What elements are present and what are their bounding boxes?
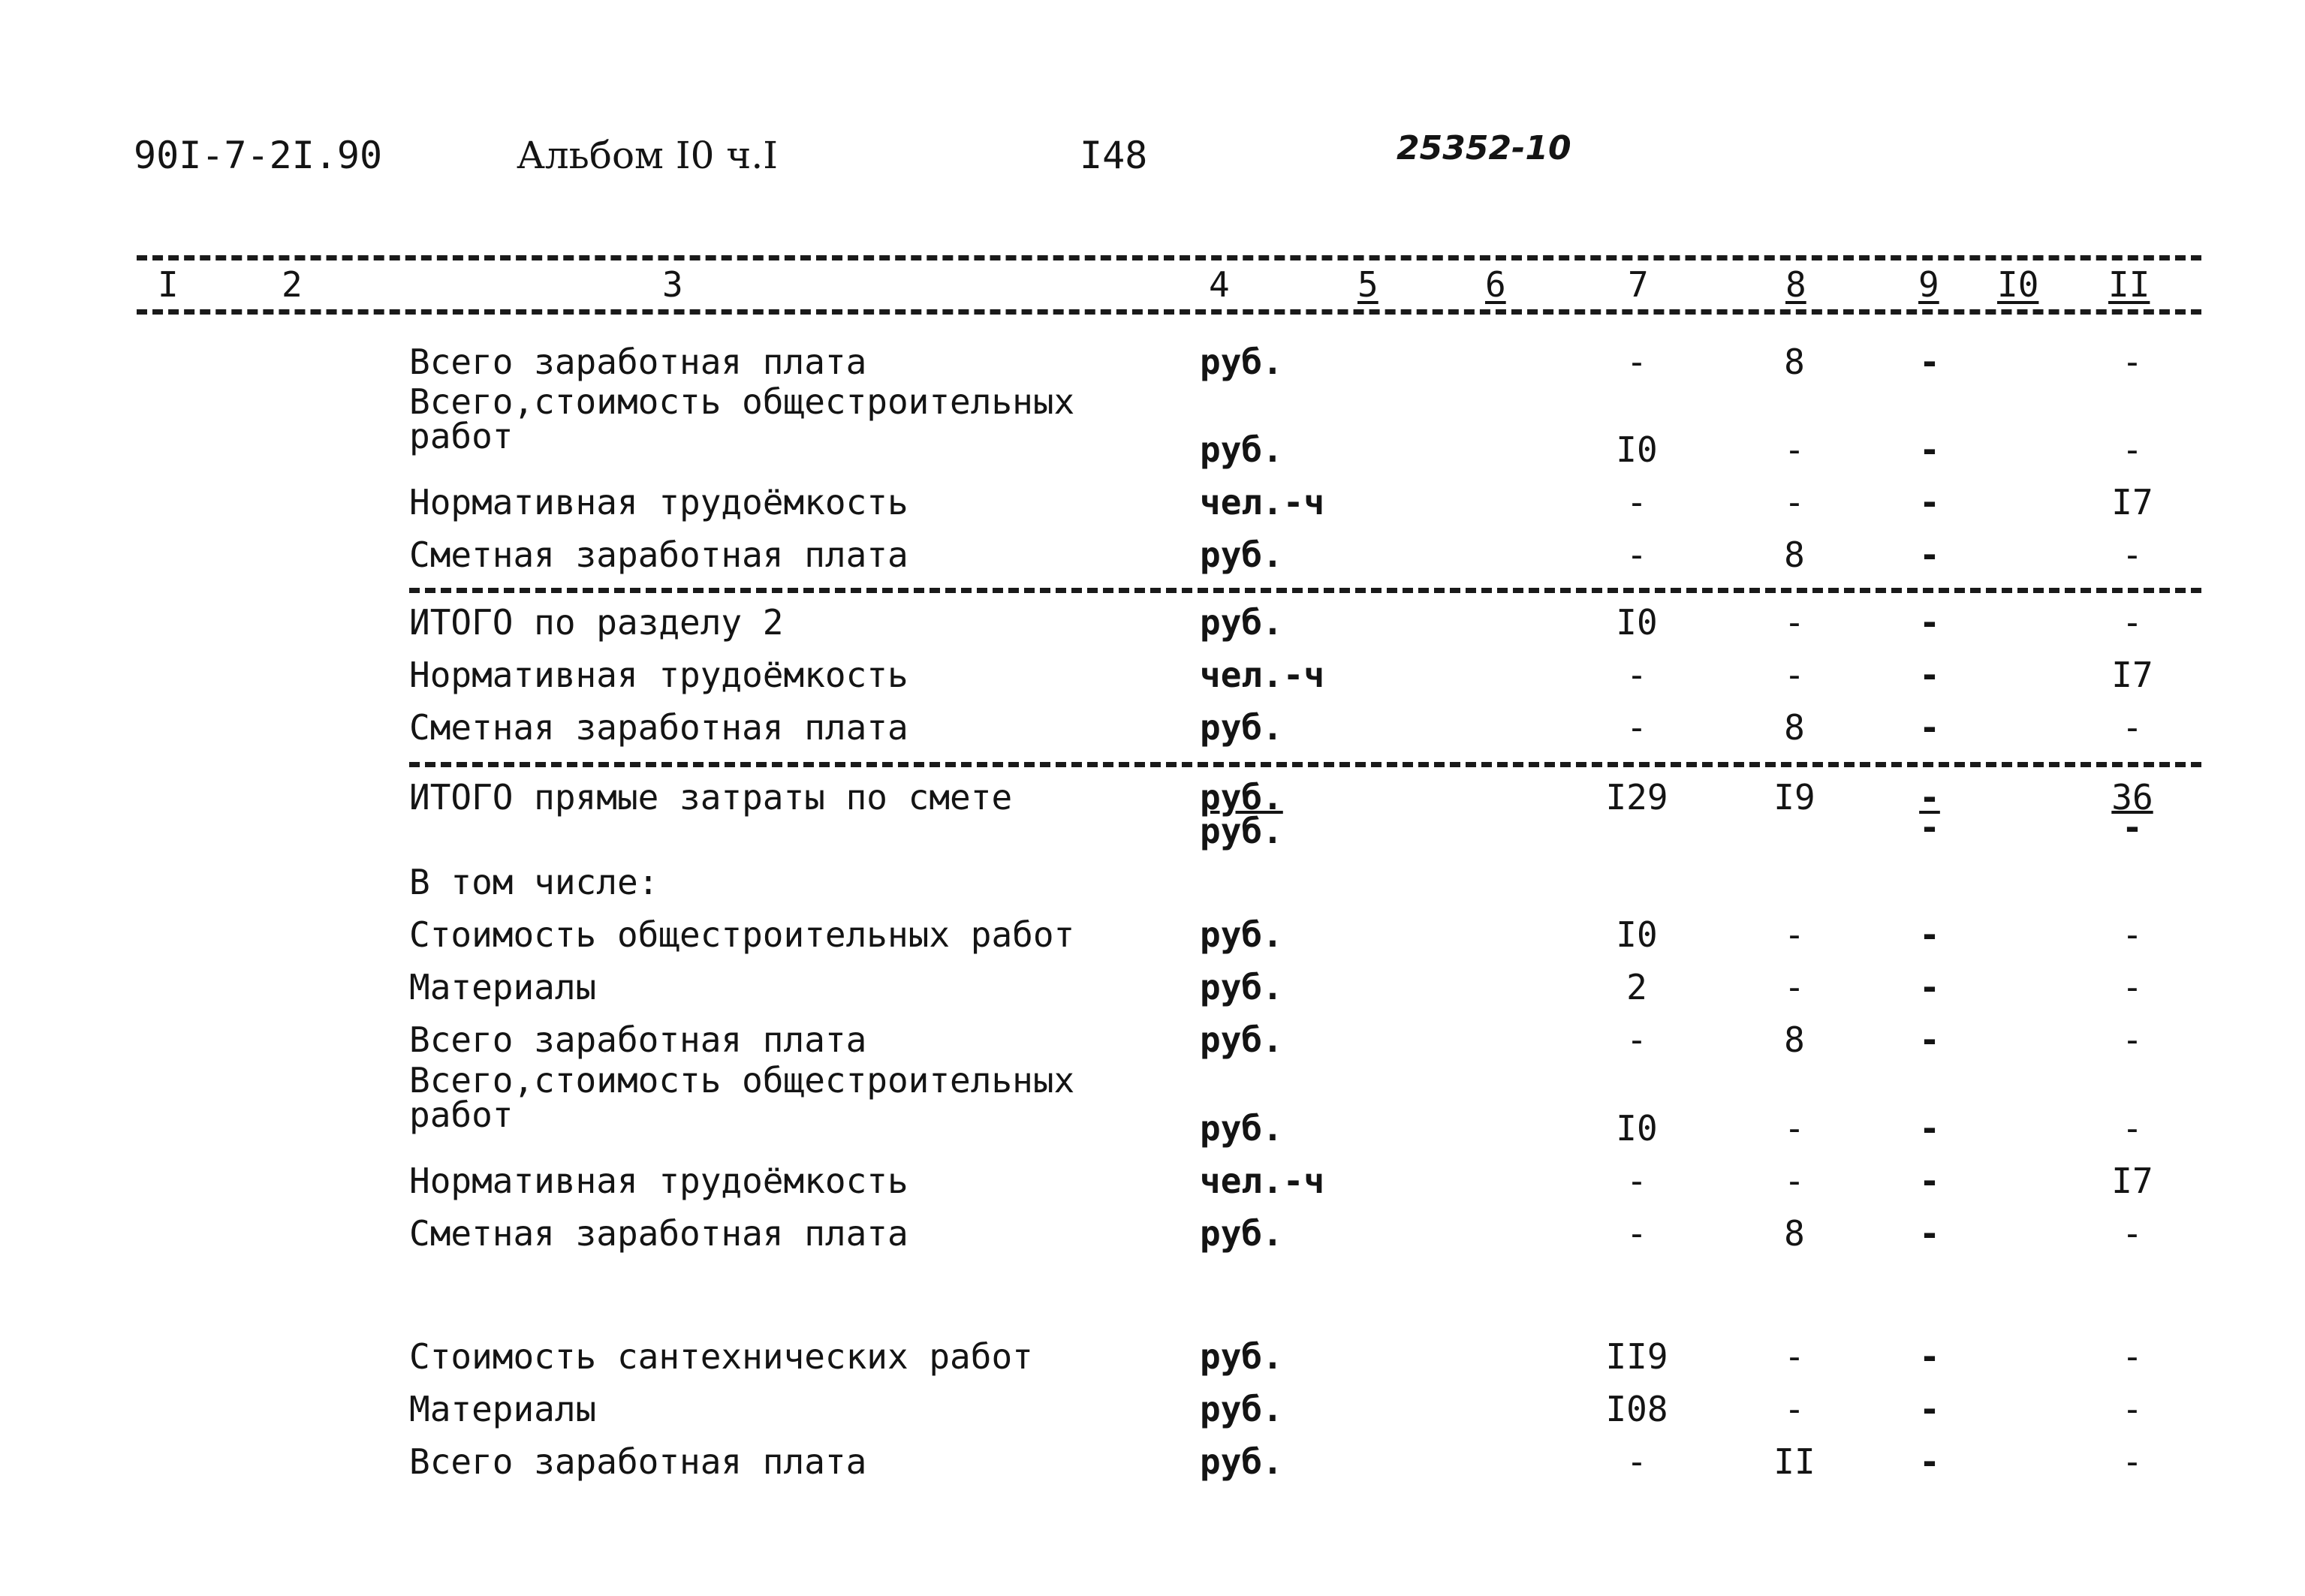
- row-unit: руб.: [1200, 535, 1283, 575]
- row-col7: 2: [1626, 967, 1647, 1007]
- row-col7: I0: [1616, 914, 1658, 955]
- row-unit: чел.-ч: [1200, 1161, 1325, 1201]
- row-col11: -: [2122, 342, 2143, 382]
- section-rule-1: [409, 588, 2201, 593]
- row-col8: -: [1784, 1389, 1805, 1429]
- row-label: ИТОГО по разделу 2: [409, 602, 784, 643]
- row-unit: руб.: [1200, 342, 1283, 382]
- row-col11: -: [2122, 602, 2143, 643]
- col-num-1: I: [158, 264, 179, 305]
- col-num-5: 5: [1357, 264, 1378, 305]
- row-label: В том числе:: [409, 862, 659, 902]
- row-col9: -: [1919, 967, 1940, 1007]
- section-rule-2: [409, 762, 2201, 767]
- table-row: [0, 862, 2305, 914]
- row-col8: -: [1784, 967, 1805, 1007]
- row-unit: руб.: [1200, 967, 1283, 1007]
- inventory-stamp: 25352-10: [1397, 129, 1571, 167]
- row-label-line1: Всего,стоимость общестроительных: [409, 381, 1075, 422]
- row-label: Сметная заработная плата: [409, 1213, 908, 1254]
- row-col8: 8: [1784, 707, 1805, 748]
- header-rule-bottom: [137, 309, 2201, 315]
- row-col9: -: [1919, 707, 1940, 748]
- row-col9: -: [1919, 1389, 1940, 1429]
- album-label: Альбом I0 ч.I: [517, 134, 778, 177]
- row-label: Нормативная трудоёмкость: [409, 1161, 908, 1201]
- col-num-6: 6: [1485, 264, 1506, 305]
- row-unit: руб.: [1200, 1336, 1283, 1377]
- row-label: Сметная заработная плата: [409, 707, 908, 748]
- col-num-8: 8: [1785, 264, 1806, 305]
- row-col8: -: [1784, 914, 1805, 955]
- row-col9: -: [1919, 655, 1940, 695]
- row-col7: I0: [1616, 1108, 1658, 1149]
- row-col11: -: [2122, 1389, 2143, 1429]
- col-num-9: 9: [1918, 264, 1939, 305]
- col-num-10: I0: [1997, 264, 2039, 305]
- row-label: Стоимость сантехнических работ: [409, 1336, 1033, 1377]
- row-col11: -: [2122, 914, 2143, 955]
- row-col11: I7: [2111, 655, 2153, 695]
- row-col11-denominator: -: [2122, 807, 2143, 848]
- table-row: [0, 1019, 2305, 1072]
- col-num-2: 2: [282, 264, 303, 305]
- row-col8: -: [1784, 602, 1805, 643]
- row-col7: II9: [1605, 1336, 1668, 1377]
- col-num-7: 7: [1628, 264, 1649, 305]
- row-col11: -: [2122, 967, 2143, 1007]
- table-row: [0, 535, 2305, 587]
- row-col7: -: [1626, 1213, 1647, 1254]
- table-row: [0, 381, 2305, 482]
- row-col8: -: [1784, 1108, 1805, 1149]
- header-rule-top: [137, 255, 2201, 260]
- table-row: [0, 1213, 2305, 1266]
- table-row: [0, 707, 2305, 760]
- row-col11: -: [2122, 429, 2143, 470]
- table-row: [0, 342, 2305, 394]
- row-col7: I0: [1616, 602, 1658, 643]
- table-row: [0, 1389, 2305, 1441]
- row-label-line2: работ: [409, 1095, 514, 1135]
- row-col9: -: [1919, 1213, 1940, 1254]
- row-col7: -: [1626, 707, 1647, 748]
- row-col9: -: [1919, 1019, 1940, 1060]
- row-col8: 8: [1784, 342, 1805, 382]
- row-label: Стоимость общестроительных работ: [409, 914, 1075, 955]
- row-col8: 8: [1784, 535, 1805, 575]
- row-col7: I29: [1605, 777, 1668, 818]
- row-label: Сметная заработная плата: [409, 535, 908, 575]
- row-col7: -: [1626, 655, 1647, 695]
- row-unit: руб.: [1200, 1019, 1283, 1060]
- row-col11: 36: [2111, 777, 2153, 818]
- col-num-4: 4: [1209, 264, 1230, 305]
- row-col8: I9: [1773, 777, 1815, 818]
- row-label: Всего заработная плата: [409, 342, 867, 382]
- row-col7: -: [1626, 342, 1647, 382]
- row-col9: -: [1919, 1441, 1940, 1482]
- row-col11: -: [2122, 707, 2143, 748]
- row-label: Материалы: [409, 967, 597, 1007]
- row-col8: 8: [1784, 1213, 1805, 1254]
- row-col11: -: [2122, 1213, 2143, 1254]
- table-row: [0, 914, 2305, 967]
- row-col8: II: [1773, 1441, 1815, 1482]
- row-unit: руб.: [1200, 914, 1283, 955]
- row-col7: I0: [1616, 429, 1658, 470]
- row-col9: -: [1919, 342, 1940, 382]
- row-col9: -: [1919, 482, 1940, 522]
- row-label: ИТОГО прямые затраты по смете: [409, 777, 1013, 818]
- row-col7: -: [1626, 482, 1647, 522]
- row-label-line2: работ: [409, 416, 514, 456]
- row-col9: -: [1919, 429, 1940, 470]
- row-col11: -: [2122, 1441, 2143, 1482]
- row-col11: -: [2122, 1019, 2143, 1060]
- row-label: [409, 1060, 1075, 1135]
- row-col8: -: [1784, 655, 1805, 695]
- table-row: [0, 967, 2305, 1019]
- document-code: 90I-7-2I.90: [134, 134, 383, 177]
- col-num-11: II: [2108, 264, 2150, 305]
- row-col11: I7: [2111, 1161, 2153, 1201]
- row-label: Нормативная трудоёмкость: [409, 482, 908, 522]
- row-col8: -: [1784, 429, 1805, 470]
- row-label: Нормативная трудоёмкость: [409, 655, 908, 695]
- row-col11: -: [2122, 1108, 2143, 1149]
- row-unit: руб.: [1200, 429, 1283, 470]
- row-unit: чел.-ч: [1200, 655, 1325, 695]
- row-col9: -: [1919, 1336, 1940, 1377]
- row-col9: -: [1919, 1161, 1940, 1201]
- row-unit: руб.: [1200, 602, 1283, 643]
- table-row: [0, 655, 2305, 707]
- row-unit-denominator: руб.: [1200, 811, 1283, 851]
- row-col8: -: [1784, 482, 1805, 522]
- row-unit: руб.: [1200, 1213, 1283, 1254]
- table-row: [0, 1441, 2305, 1494]
- row-col9: -: [1919, 914, 1940, 955]
- row-col9: -: [1919, 777, 1940, 818]
- table-row: [0, 602, 2305, 655]
- table-row: [0, 1060, 2305, 1161]
- row-col8: 8: [1784, 1019, 1805, 1060]
- row-col8: -: [1784, 1161, 1805, 1201]
- page-number: I48: [1080, 134, 1148, 177]
- col-num-3: 3: [662, 264, 683, 305]
- table-row: [0, 1336, 2305, 1389]
- row-col8: -: [1784, 1336, 1805, 1377]
- row-unit: руб.: [1200, 707, 1283, 748]
- row-label: Всего заработная плата: [409, 1019, 867, 1060]
- row-unit: чел.-ч: [1200, 482, 1325, 522]
- row-col9: -: [1919, 602, 1940, 643]
- row-unit: руб.: [1200, 777, 1283, 818]
- row-col7: I08: [1605, 1389, 1668, 1429]
- row-col7: -: [1626, 1019, 1647, 1060]
- table-row: [0, 1161, 2305, 1213]
- row-label-line1: Всего,стоимость общестроительных: [409, 1060, 1075, 1101]
- row-unit: руб.: [1200, 1441, 1283, 1482]
- row-label: [409, 381, 1075, 456]
- table-row: [0, 482, 2305, 535]
- row-col7: -: [1626, 1161, 1647, 1201]
- row-col11: I7: [2111, 482, 2153, 522]
- row-label: Всего заработная плата: [409, 1441, 867, 1482]
- row-unit: руб.: [1200, 1108, 1283, 1149]
- row-unit: руб.: [1200, 1389, 1283, 1429]
- row-col7: -: [1626, 1441, 1647, 1482]
- row-col11: -: [2122, 535, 2143, 575]
- row-col9: -: [1919, 535, 1940, 575]
- row-col11: -: [2122, 1336, 2143, 1377]
- row-col7: -: [1626, 535, 1647, 575]
- row-col9: -: [1919, 1108, 1940, 1149]
- row-label: Материалы: [409, 1389, 597, 1429]
- row-col9-denominator: -: [1919, 807, 1940, 848]
